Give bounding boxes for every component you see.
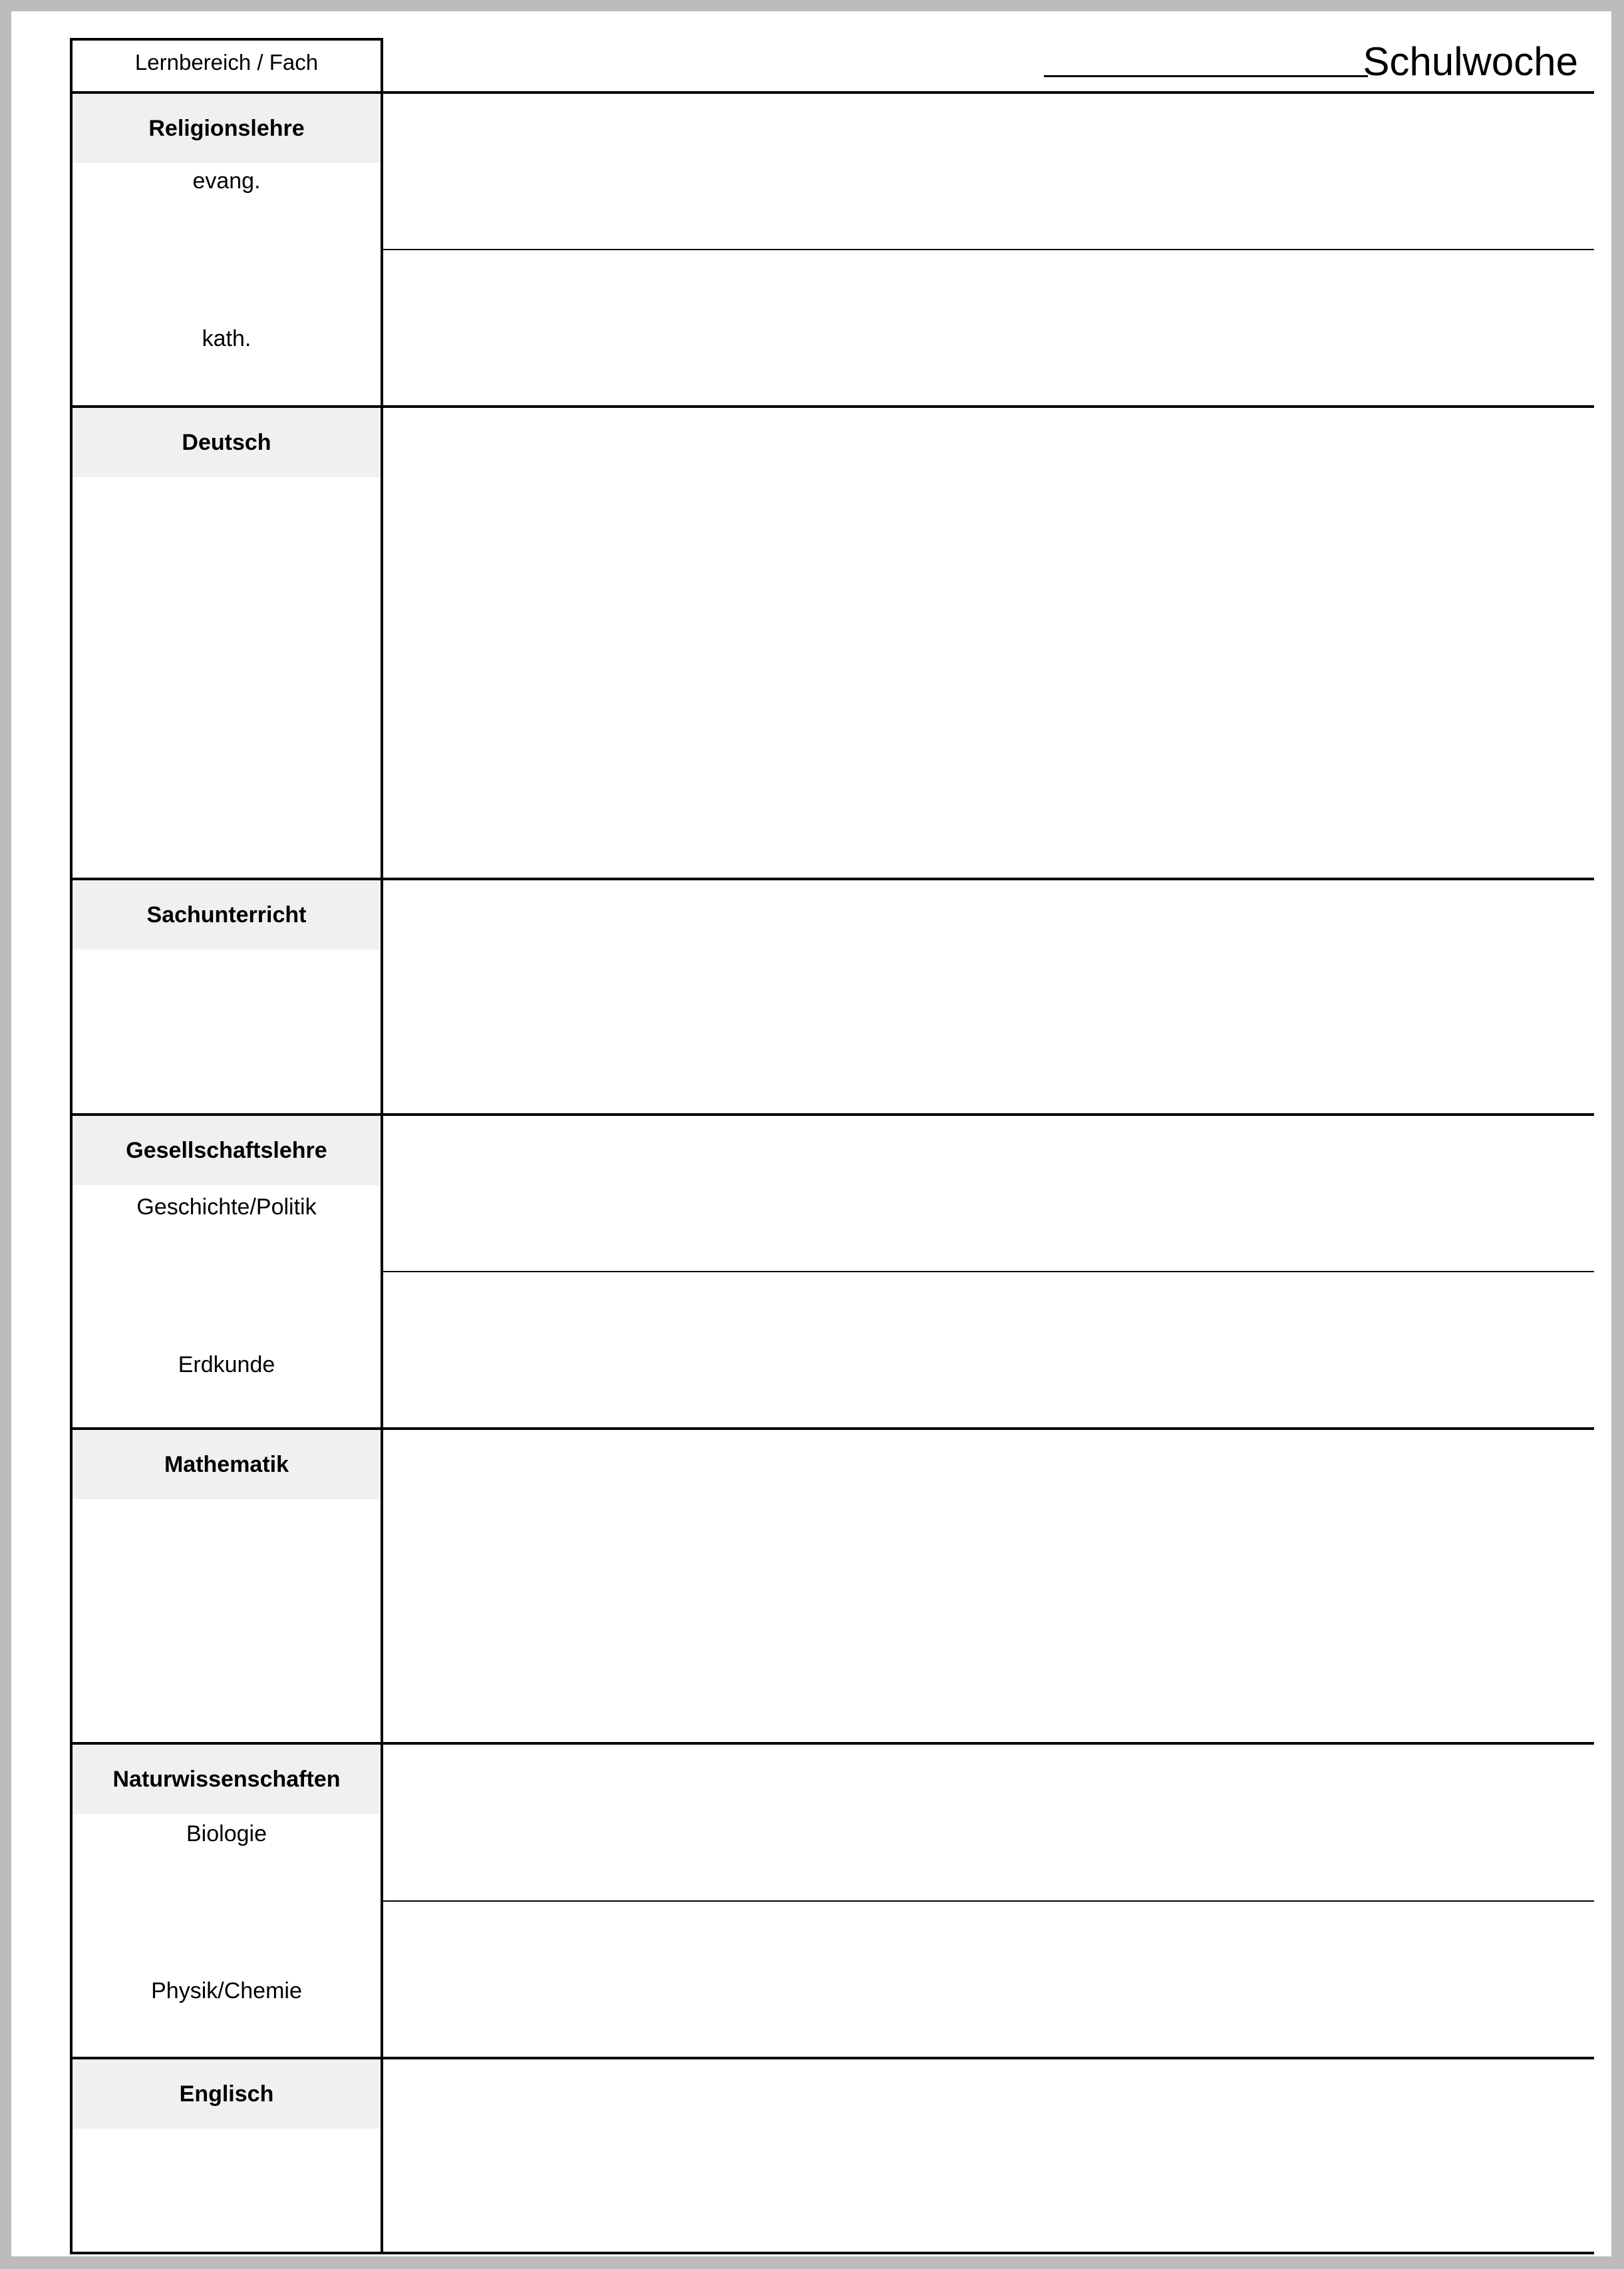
notes-area-physik-chemie[interactable]: [383, 1902, 1594, 2057]
column-header-label: Lernbereich / Fach: [134, 50, 319, 75]
subject-part-kath: kath.: [202, 326, 251, 351]
subject-naturwissenschaften: Naturwissenschaften: [73, 1745, 381, 1814]
subject-part-geschichte-politik: Geschichte/Politik: [136, 1194, 317, 1220]
subject-part-physik-chemie: Physik/Chemie: [151, 1978, 302, 2004]
notes-area-erdkunde[interactable]: [383, 1272, 1594, 1427]
divider-bottom: [383, 2252, 1594, 2254]
notes-area-deutsch[interactable]: [383, 408, 1594, 878]
week-number-blank[interactable]: [1044, 75, 1368, 77]
subject-sachunterricht: Sachunterricht: [73, 880, 381, 950]
subject-part-biologie: Biologie: [186, 1821, 267, 1846]
subject-englisch: Englisch: [73, 2059, 381, 2129]
plan-sheet: [11, 11, 1611, 2256]
notes-area-englisch[interactable]: [383, 2059, 1594, 2252]
notes-area-mathematik[interactable]: [383, 1430, 1594, 1742]
notes-area-biologie[interactable]: [383, 1745, 1594, 1900]
subject-mathematik: Mathematik: [73, 1430, 381, 1499]
subject-part-evang: evang.: [192, 168, 261, 194]
page-title: Schulwoche: [1363, 39, 1578, 84]
subject-religionslehre: Religionslehre: [73, 94, 381, 163]
notes-area-sachunterricht[interactable]: [383, 880, 1594, 1113]
notes-area-kath[interactable]: [383, 250, 1594, 405]
subject-deutsch: Deutsch: [73, 408, 381, 477]
notes-area-evang[interactable]: [383, 94, 1594, 249]
subject-gesellschaftslehre: Gesellschaftslehre: [73, 1116, 381, 1185]
subject-part-erdkunde: Erdkunde: [178, 1352, 275, 1377]
notes-area-geschichte-politik[interactable]: [383, 1116, 1594, 1271]
